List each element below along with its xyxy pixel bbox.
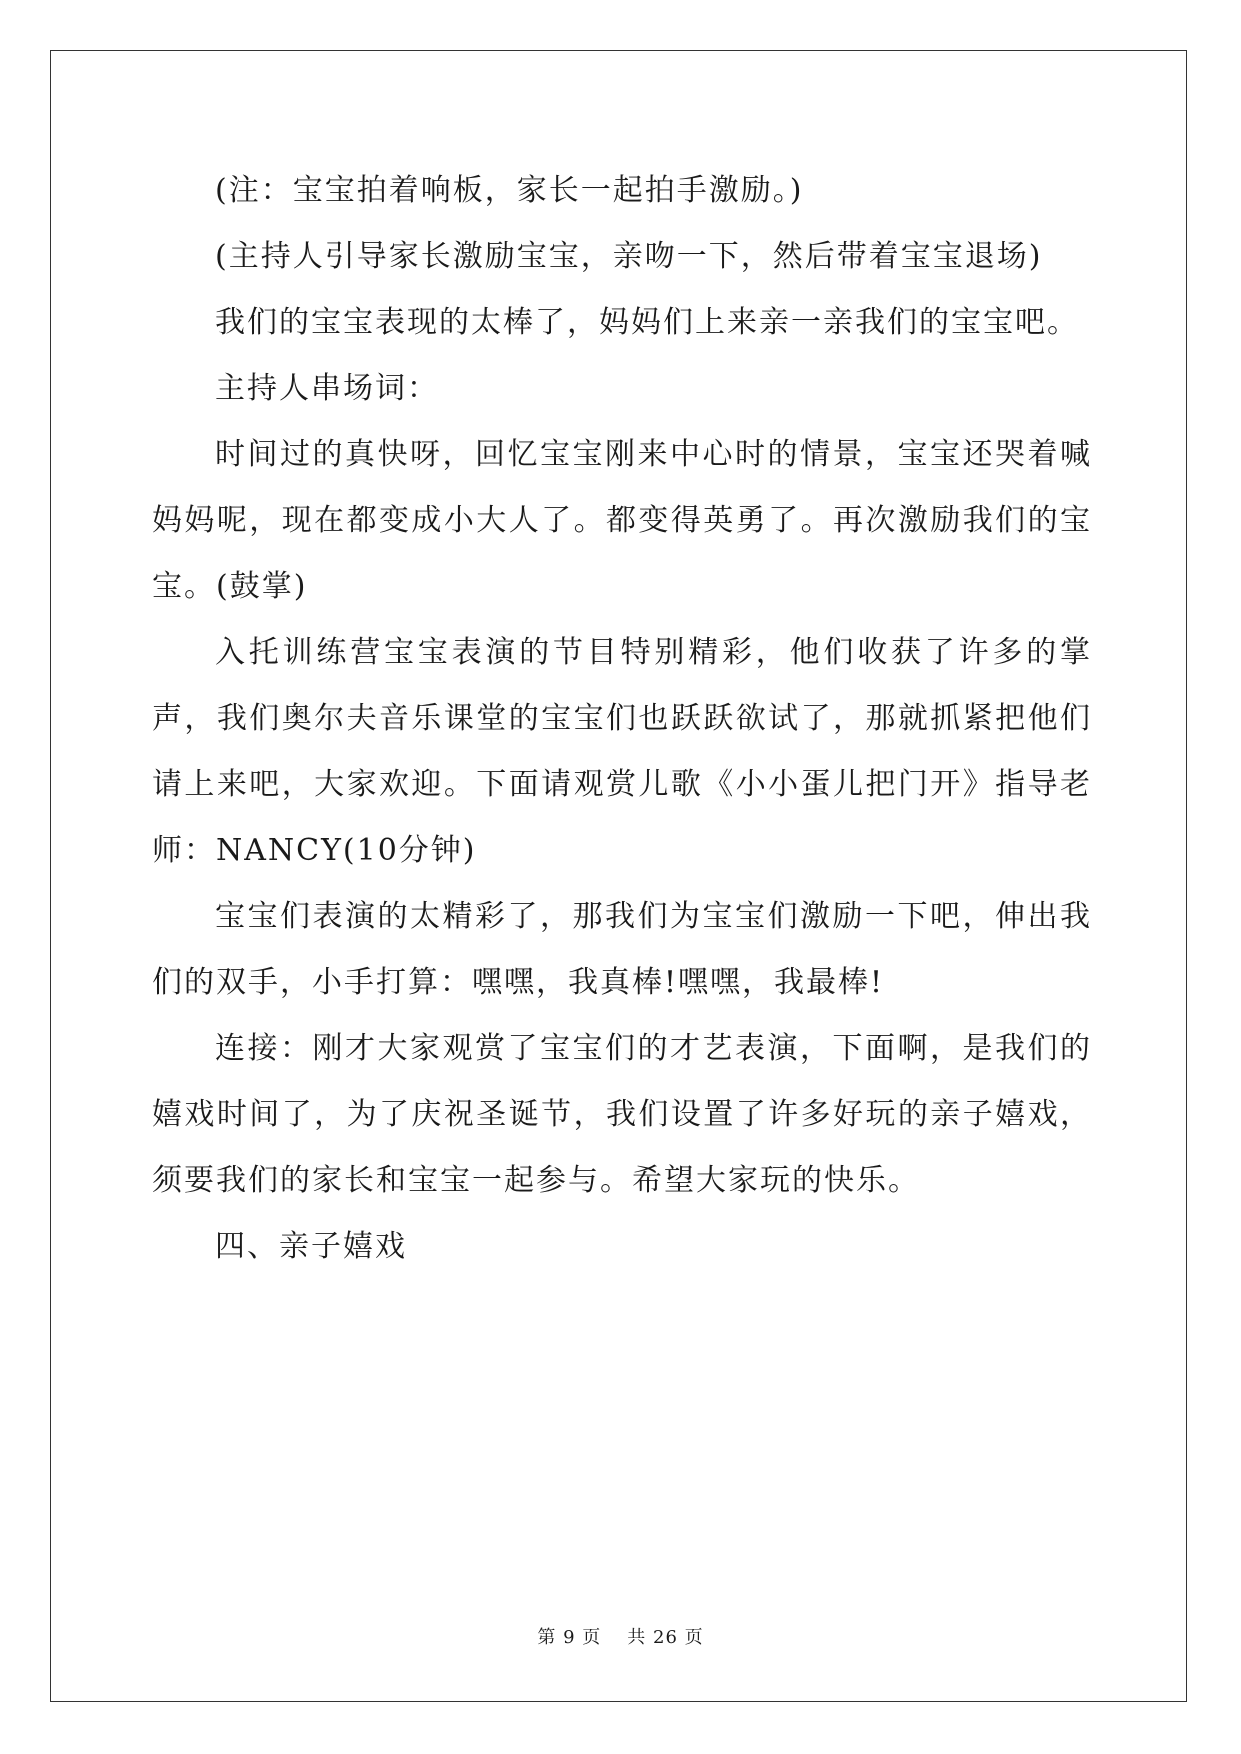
paragraph-time-flies: 时间过的真快呀，回忆宝宝刚来中心时的情景，宝宝还哭着喊妈妈呢，现在都变成小大人了。都变得英勇了。再次激励我们的宝宝。(鼓掌) — [152, 437, 1092, 604]
paragraph-host-lines-heading: 主持人串场词： — [215, 371, 439, 406]
paragraph-applause: 宝宝们表演的太精彩了，那我们为宝宝们激励一下吧，伸出我们的双手，小手打算：嘿嘿，我真棒!嘿嘿，我最棒! — [152, 899, 1092, 1000]
paragraph-note: (注：宝宝拍着响板，家长一起拍手激励。) — [215, 173, 804, 208]
document-body — [152, 158, 1092, 1280]
paragraph-transition: 连接：刚才大家观赏了宝宝们的才艺表演，下面啊，是我们的嬉戏时间了，为了庆祝圣诞节，我们设置了许多好玩的亲子嬉戏，须要我们的家长和宝宝一起参与。希望大家玩的快乐。 — [152, 1031, 1092, 1198]
paragraph-praise: 我们的宝宝表现的太棒了，妈妈们上来亲一亲我们的宝宝吧。 — [215, 305, 1079, 340]
page-number: 第 9 页 — [537, 1627, 602, 1648]
page-total: 共 26 页 — [627, 1627, 704, 1648]
paragraph-host-guide: (主持人引导家长激励宝宝，亲吻一下，然后带着宝宝退场) — [215, 239, 1043, 274]
page-footer — [0, 1623, 1241, 1649]
paragraph-orff-intro: 入托训练营宝宝表演的节目特别精彩，他们收获了许多的掌声，我们奥尔夫音乐课堂的宝宝们也跃跃欲试了，那就抓紧把他们请上来吧，大家欢迎。下面请观赏儿歌《小小蛋儿把门开》指导老师：NANCY(10分钟) — [152, 635, 1092, 868]
section-heading-parent-child-games: 四、亲子嬉戏 — [215, 1229, 407, 1264]
